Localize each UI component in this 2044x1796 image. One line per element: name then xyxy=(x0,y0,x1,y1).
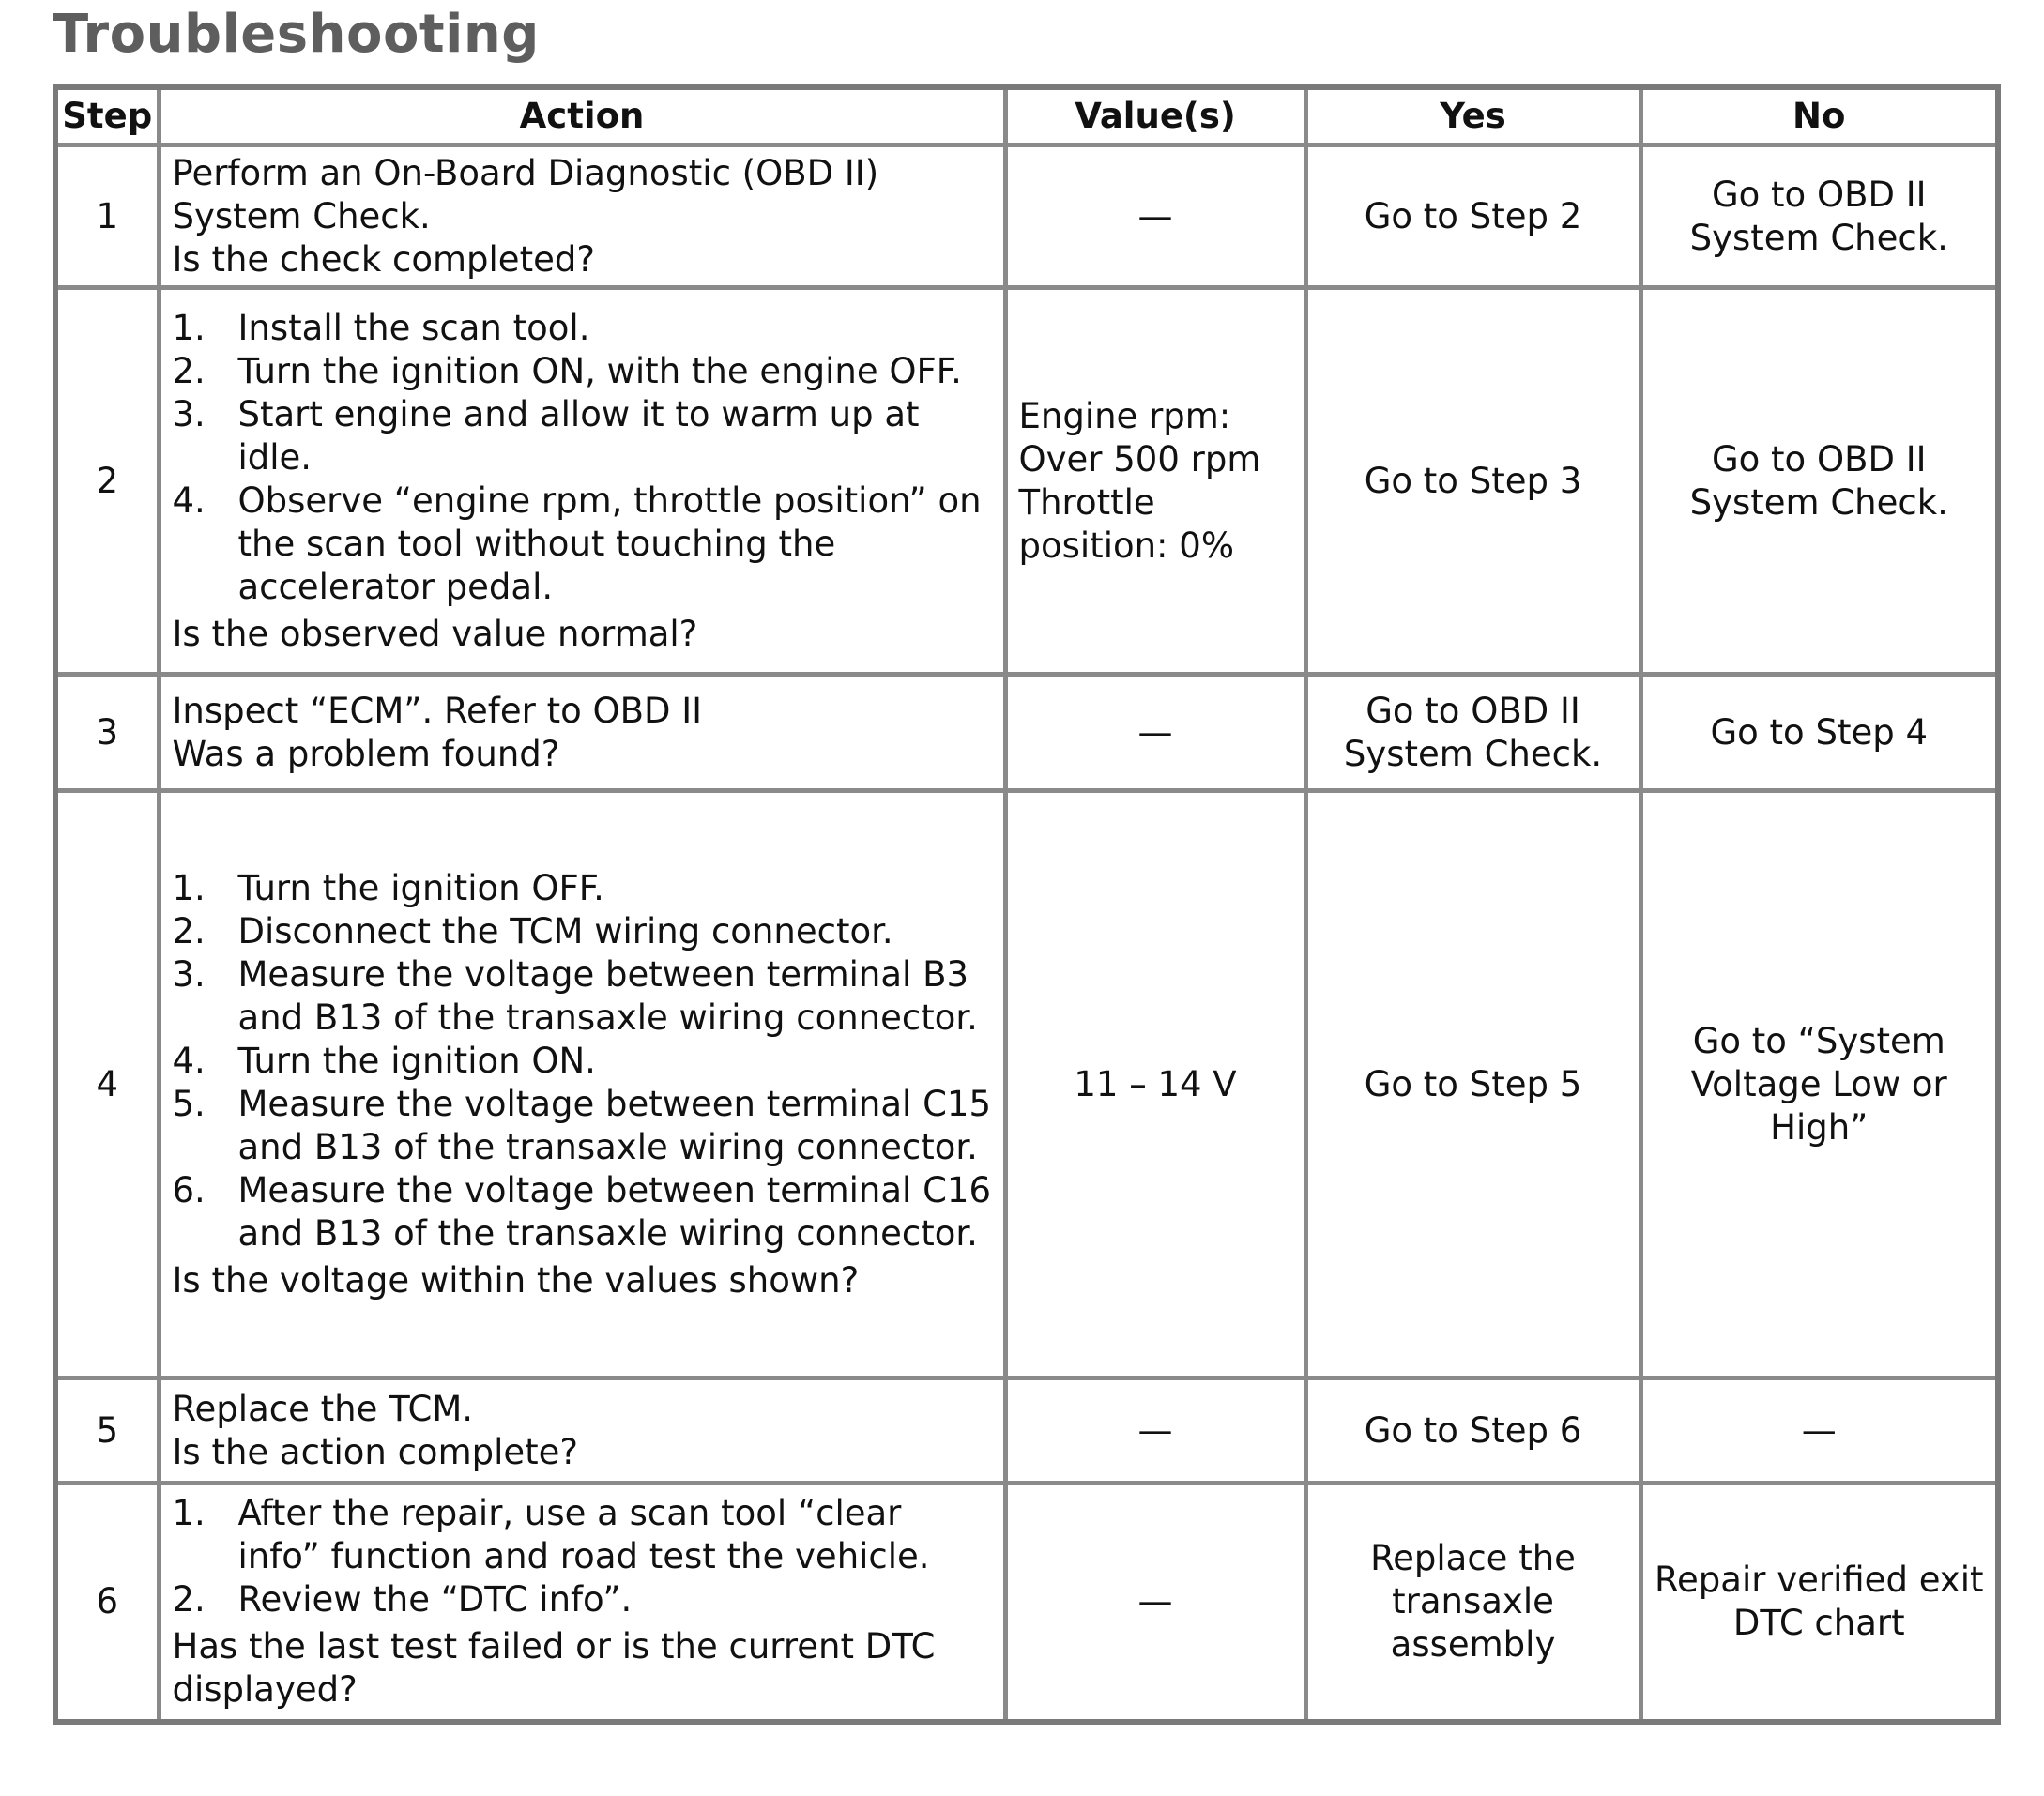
no-cell: Repair verified exit DTC chart xyxy=(1640,1484,1998,1722)
action-steps-list xyxy=(173,307,992,609)
list-item xyxy=(173,479,992,609)
no-cell: — xyxy=(1640,1378,1998,1484)
yes-cell: Go to OBD II System Check. xyxy=(1305,675,1640,791)
value-cell: 11 – 14 V xyxy=(1005,791,1305,1378)
list-item-number: 4. xyxy=(172,479,206,521)
action-question: Is the action complete? xyxy=(172,1431,579,1472)
table-row xyxy=(55,1378,1998,1484)
yes-cell: Replace the transaxle assembly xyxy=(1305,1484,1640,1722)
action-cell xyxy=(159,1378,1005,1484)
list-item xyxy=(173,1578,992,1621)
list-item-text: Turn the ignition ON, with the engine OFF. xyxy=(237,350,962,391)
step-number: 1 xyxy=(55,145,159,288)
list-item-text: After the repair, use a scan tool “clear info” function and road test the vehicle. xyxy=(237,1493,930,1577)
list-item-text: Turn the ignition ON. xyxy=(237,1040,596,1081)
table-row xyxy=(55,675,1998,791)
step-number: 5 xyxy=(55,1378,159,1484)
value-cell: — xyxy=(1005,145,1305,288)
list-item-text: Measure the voltage between terminal C15 and B13 of the transaxle wiring connector. xyxy=(237,1083,991,1167)
action-steps-list xyxy=(173,1492,992,1621)
action-text: Perform an On-Board Diagnostic (OBD II) System Check. xyxy=(172,152,879,236)
list-item-number: 1. xyxy=(172,867,206,908)
list-item-number: 5. xyxy=(172,1083,206,1124)
column-header-yes: Yes xyxy=(1305,87,1640,145)
list-item-number: 1. xyxy=(172,307,206,348)
value-cell: Engine rpm: Over 500 rpm Throttle position: 0% xyxy=(1005,288,1305,675)
no-cell: Go to OBD II System Check. xyxy=(1640,288,1998,675)
step-number: 6 xyxy=(55,1484,159,1722)
page-title: Troubleshooting xyxy=(53,4,540,65)
list-item xyxy=(173,1169,992,1256)
list-item xyxy=(173,307,992,350)
no-cell: Go to OBD II System Check. xyxy=(1640,145,1998,288)
list-item-text: Install the scan tool. xyxy=(237,307,590,348)
header-row xyxy=(55,87,1998,145)
no-cell: Go to Step 4 xyxy=(1640,675,1998,791)
no-cell: Go to “System Voltage Low or High” xyxy=(1640,791,1998,1378)
list-item xyxy=(173,953,992,1040)
step-number: 3 xyxy=(55,675,159,791)
list-item xyxy=(173,1492,992,1578)
column-header-action: Action xyxy=(159,87,1005,145)
table-row xyxy=(55,791,1998,1378)
value-cell: — xyxy=(1005,1484,1305,1722)
action-cell xyxy=(159,288,1005,675)
list-item-number: 6. xyxy=(172,1169,206,1210)
list-item-number: 3. xyxy=(172,953,206,995)
column-header-step: Step xyxy=(55,87,159,145)
table-row xyxy=(55,288,1998,675)
value-cell: — xyxy=(1005,675,1305,791)
value-cell: — xyxy=(1005,1378,1305,1484)
list-item xyxy=(173,1040,992,1083)
list-item-number: 2. xyxy=(172,350,206,391)
action-text: Replace the TCM. xyxy=(172,1388,474,1429)
list-item-text: Start engine and allow it to warm up at idle. xyxy=(237,393,920,478)
yes-cell: Go to Step 6 xyxy=(1305,1378,1640,1484)
list-item-text: Turn the ignition OFF. xyxy=(237,867,604,908)
list-item-text: Measure the voltage between terminal C16 and B13 of the transaxle wiring connector. xyxy=(237,1169,991,1254)
table-row xyxy=(55,1484,1998,1722)
action-question: Is the observed value normal? xyxy=(172,613,698,654)
list-item xyxy=(173,910,992,953)
action-question: Is the check completed? xyxy=(172,238,595,280)
list-item-text: Review the “DTC info”. xyxy=(237,1579,633,1621)
column-header-no: No xyxy=(1640,87,1998,145)
column-header-values: Value(s) xyxy=(1005,87,1305,145)
action-question: Has the last test failed or is the current DTC displayed? xyxy=(172,1626,936,1711)
list-item-number: 2. xyxy=(172,1579,206,1621)
action-steps-list xyxy=(173,867,992,1256)
list-item-number: 4. xyxy=(172,1040,206,1081)
action-cell xyxy=(159,145,1005,288)
troubleshooting-table xyxy=(53,84,2001,1725)
list-item xyxy=(173,867,992,910)
action-question: Was a problem found? xyxy=(172,733,560,774)
list-item xyxy=(173,393,992,479)
table-row xyxy=(55,145,1998,288)
action-cell xyxy=(159,791,1005,1378)
yes-cell: Go to Step 2 xyxy=(1305,145,1640,288)
list-item xyxy=(173,350,992,393)
yes-cell: Go to Step 5 xyxy=(1305,791,1640,1378)
step-number: 4 xyxy=(55,791,159,1378)
list-item-text: Measure the voltage between terminal B3 and B13 of the transaxle wiring connector. xyxy=(237,953,978,1038)
list-item-text: Observe “engine rpm, throttle position” on the scan tool without touching the accelerator pedal. xyxy=(237,479,982,607)
action-text: Inspect “ECM”. Refer to OBD II xyxy=(172,690,703,731)
action-cell xyxy=(159,1484,1005,1722)
list-item-text: Disconnect the TCM wiring connector. xyxy=(237,910,893,951)
list-item-number: 1. xyxy=(172,1493,206,1534)
list-item-number: 2. xyxy=(172,910,206,951)
action-question: Is the voltage within the values shown? xyxy=(172,1259,860,1301)
yes-cell: Go to Step 3 xyxy=(1305,288,1640,675)
list-item-number: 3. xyxy=(172,393,206,434)
list-item xyxy=(173,1083,992,1169)
step-number: 2 xyxy=(55,288,159,675)
action-cell xyxy=(159,675,1005,791)
